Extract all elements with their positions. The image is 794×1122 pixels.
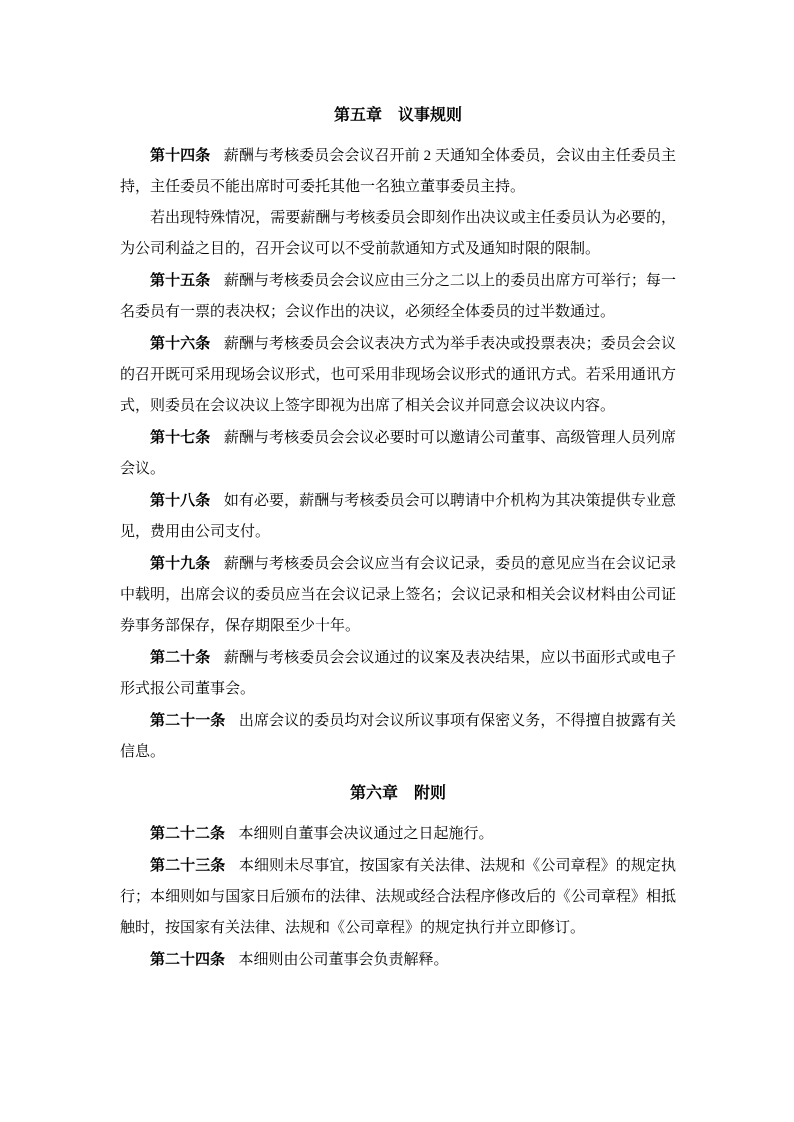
article-text: 薪酬与考核委员会会议召开前 2 天通知全体委员，会议由主任委员主持，主任委员不能出席时可委托其他一名独立董事委员主持。 xyxy=(120,148,676,195)
article-paragraph-18 xyxy=(120,485,676,548)
article-text: 薪酬与考核委员会会议应当有会议记录，委员的意见应当在会议记录中载明，出席会议的委员应当在会议记录上签名；会议记录和相关会议材料由公司证券事务部保存，保存期限至少十年。 xyxy=(120,556,676,634)
article-text: 薪酬与考核委员会会议表决方式为举手表决或投票表决；委员会会议的召开既可采用现场会议形式，也可采用非现场会议形式的通讯方式。若采用通讯方式，则委员在会议决议上签字即视为出席了相关会议并同意会议决议内容。 xyxy=(120,336,676,414)
chapter-5-heading: 第五章 议事规则 xyxy=(333,107,462,124)
article-text: 薪酬与考核委员会会议通过的议案及表决结果，应以书面形式或电子形式报公司董事会。 xyxy=(120,650,676,697)
article-text: 出席会议的委员均对会议所议事项有保密义务，不得擅自披露有关信息。 xyxy=(120,713,676,760)
article-paragraph-21 xyxy=(120,705,676,768)
article-text: 如有必要，薪酬与考核委员会可以聘请中介机构为其决策提供专业意见，费用由公司支付。 xyxy=(120,493,676,540)
article-number-label: 第二十一条 xyxy=(150,712,226,729)
article-number-label: 第二十三条 xyxy=(150,857,226,874)
article-text: 若出现特殊情况，需要薪酬与考核委员会即刻作出决议或主任委员认为必要的，为公司利益之目的，召开会议可以不受前款通知方式及通知时限的限制。 xyxy=(120,210,676,257)
article-text: 本细则未尽事宜，按国家有关法律、法规和《公司章程》的规定执行；本细则如与国家日后颁布的法律、法规或经合法程序修改后的《公司章程》相抵触时，按国家有关法律、法规和《公司章程》的规定执行并立即修订。 xyxy=(120,858,676,936)
article-number-label: 第十四条 xyxy=(150,147,211,164)
article-paragraph-17 xyxy=(120,422,676,485)
article-paragraph-16 xyxy=(120,328,676,422)
article-paragraph-19 xyxy=(120,548,676,642)
article-paragraph-20 xyxy=(120,642,676,705)
article-text: 本细则由公司董事会负责解释。 xyxy=(238,952,449,968)
article-number-label: 第十九条 xyxy=(150,555,211,572)
article-number-label: 第十八条 xyxy=(150,492,211,509)
article-paragraph-14-cont xyxy=(120,203,676,265)
article-paragraph-23 xyxy=(120,850,676,944)
article-number-label: 第二十二条 xyxy=(150,825,226,842)
article-number-label: 第二十条 xyxy=(150,649,211,666)
article-number-label: 第二十四条 xyxy=(150,951,226,968)
article-number-label: 第十六条 xyxy=(150,335,211,352)
article-text: 本细则自董事会决议通过之日起施行。 xyxy=(238,826,494,842)
article-paragraph-22 xyxy=(120,818,676,850)
article-paragraph-24 xyxy=(120,944,676,976)
article-number-label: 第十七条 xyxy=(150,429,211,446)
article-paragraph-14 xyxy=(120,140,676,203)
article-text: 薪酬与考核委员会会议必要时可以邀请公司董事、高级管理人员列席会议。 xyxy=(120,430,676,477)
article-paragraph-15 xyxy=(120,265,676,328)
article-text: 薪酬与考核委员会会议应由三分之二以上的委员出席方可举行；每一名委员有一票的表决权；会议作出的决议，必须经全体委员的过半数通过。 xyxy=(120,273,676,320)
article-number-label: 第十五条 xyxy=(150,272,211,289)
chapter-6-heading: 第六章 附则 xyxy=(349,785,446,802)
